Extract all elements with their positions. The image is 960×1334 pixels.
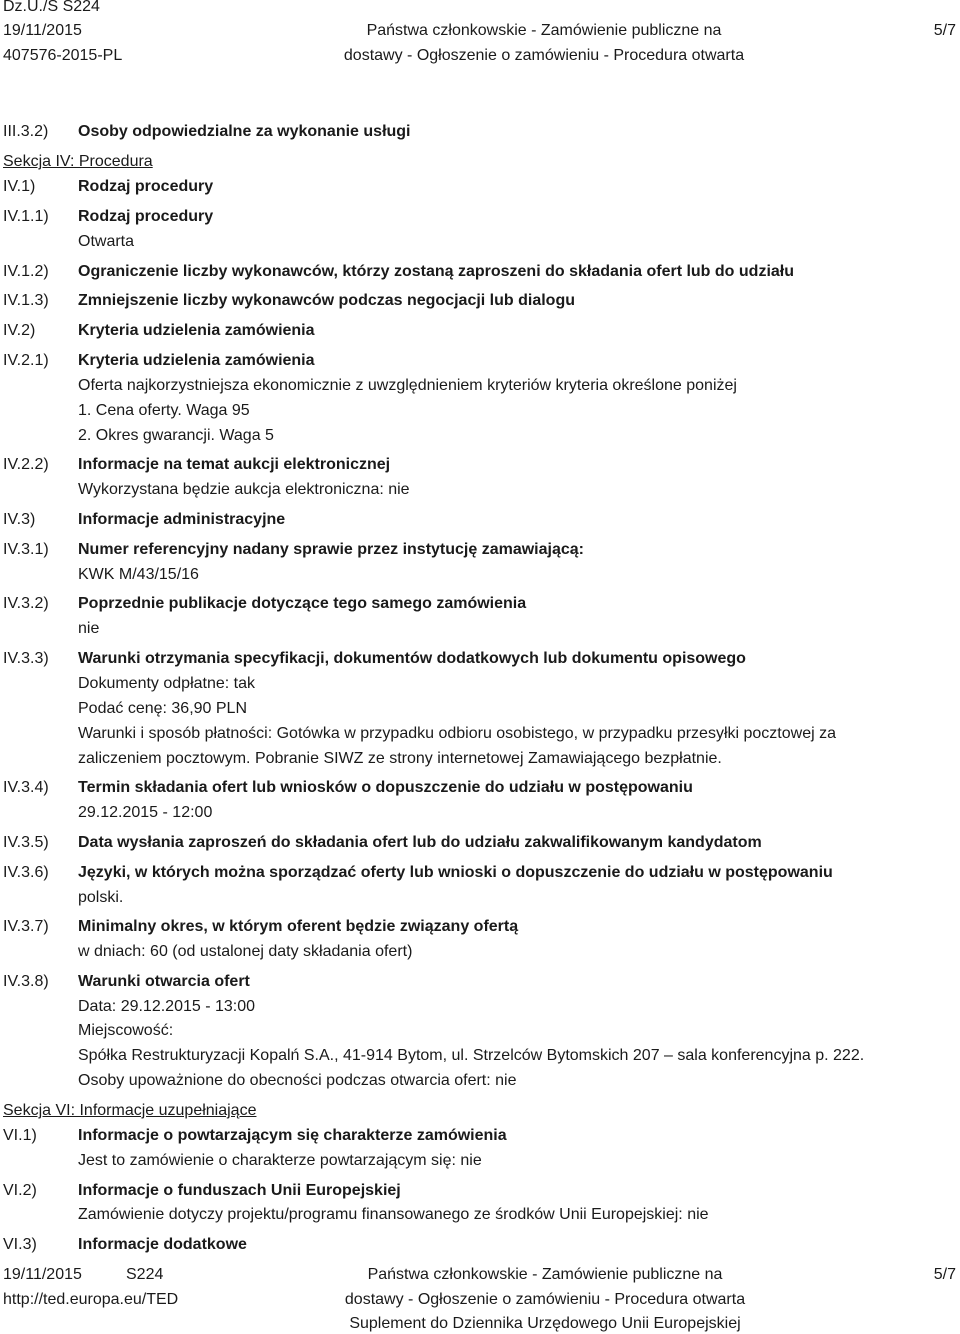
- opening-place: Spółka Restrukturyzacji Kopalń S.A., 41-914 Bytom, ul. Strzelców Bytomskich 207 – sala konferencyjna p. 222.: [78, 1047, 865, 1064]
- footer-date: 19/11/2015: [3, 1266, 82, 1283]
- section-heading: Informacje o powtarzającym się charakterze zamówienia: [78, 1127, 507, 1144]
- opening-place-label: Miejscowość:: [78, 1022, 174, 1039]
- section-heading: Kryteria udzielenia zamówienia: [78, 352, 315, 369]
- section-value: Otwarta: [78, 233, 135, 250]
- section-heading: Ograniczenie liczby wykonawców, którzy zostaną zaproszeni do składania ofert lub do udziału: [78, 263, 794, 280]
- footer-url[interactable]: http://ted.europa.eu/TED: [3, 1291, 179, 1308]
- section-heading: Warunki otrzymania specyfikacji, dokumentów dodatkowych lub dokumentu opisowego: [78, 650, 746, 667]
- section-value: Zamówienie dotyczy projektu/programu finansowanego ze środków Unii Europejskiej: nie: [78, 1206, 709, 1223]
- section-number: IV.3.6): [3, 864, 49, 881]
- section-number: IV.3.7): [3, 918, 49, 935]
- criteria-description: Oferta najkorzystniejsza ekonomicznie z uwzględnieniem kryteriów kryteria określone poniżej: [78, 377, 737, 394]
- section-number: IV.2.2): [3, 456, 49, 473]
- section-heading: Minimalny okres, w którym oferent będzie związany ofertą: [78, 918, 519, 935]
- section-value: Jest to zamówienie o charakterze powtarzającym się: nie: [78, 1152, 482, 1169]
- section-value: polski.: [78, 889, 124, 906]
- section-heading: Informacje na temat aukcji elektronicznej: [78, 456, 391, 473]
- section-number: VI.1): [3, 1127, 37, 1144]
- section-heading: Data wysłania zaproszeń do składania ofert lub do udziału zakwalifikowanym kandydatom: [78, 834, 762, 851]
- section-heading: Zmniejszenie liczby wykonawców podczas negocjacji lub dialogu: [78, 292, 575, 309]
- section-heading: Rodzaj procedury: [78, 178, 214, 195]
- section-number: IV.1.2): [3, 263, 49, 280]
- section-number: VI.3): [3, 1236, 37, 1253]
- section-heading: Informacje dodatkowe: [78, 1236, 247, 1253]
- section-number: IV.3): [3, 511, 36, 528]
- section-heading: Rodzaj procedury: [78, 208, 214, 225]
- criterion-warranty: 2. Okres gwarancji. Waga 5: [78, 427, 274, 444]
- opening-date: Data: 29.12.2015 - 13:00: [78, 998, 256, 1015]
- payment-terms-line1: Warunki i sposób płatności: Gotówka w przypadku odbioru osobistego, w przypadku przesyłki pocztowej za: [78, 725, 836, 742]
- notice-number: 407576-2015-PL: [3, 47, 123, 64]
- section-number: IV.3.8): [3, 973, 49, 990]
- page-number: 5/7: [933, 22, 956, 39]
- footer-title-line1: Państwa członkowskie - Zamówienie publiczne na: [367, 1266, 723, 1283]
- section-title: Sekcja IV: Procedura: [3, 153, 153, 170]
- section-heading: Kryteria udzielenia zamówienia: [78, 322, 315, 339]
- section-number: IV.2.1): [3, 352, 49, 369]
- reference-number: KWK M/43/15/16: [78, 566, 199, 583]
- section-number: IV.3.5): [3, 834, 49, 851]
- section-number: III.3.2): [3, 123, 49, 140]
- footer-title-line3: Suplement do Dziennika Urzędowego Unii Europejskiej: [349, 1315, 741, 1332]
- section-number: IV.3.4): [3, 779, 49, 796]
- section-value: nie: [78, 620, 100, 637]
- journal-reference: Dz.U./S S224: [3, 0, 100, 15]
- section-number: IV.1): [3, 178, 36, 195]
- section-number: IV.2): [3, 322, 36, 339]
- section-title: Sekcja VI: Informacje uzupełniające: [3, 1102, 257, 1119]
- section-heading: Warunki otwarcia ofert: [78, 973, 250, 990]
- section-number: IV.3.3): [3, 650, 49, 667]
- section-heading: Informacje administracyjne: [78, 511, 286, 528]
- header-title-line1: Państwa członkowskie - Zamówienie publiczne na: [366, 22, 722, 39]
- section-number: IV.1.3): [3, 292, 49, 309]
- documents-price: Podać cenę: 36,90 PLN: [78, 700, 248, 717]
- section-heading: Poprzednie publikacje dotyczące tego samego zamówienia: [78, 595, 527, 612]
- section-heading: Języki, w których można sporządzać oferty lub wnioski o dopuszczenie do udziału w postępowaniu: [78, 864, 833, 881]
- footer-page-number: 5/7: [933, 1266, 956, 1283]
- section-number: IV.3.1): [3, 541, 49, 558]
- publication-date: 19/11/2015: [3, 22, 82, 39]
- section-number: IV.3.2): [3, 595, 49, 612]
- documents-paid: Dokumenty odpłatne: tak: [78, 675, 255, 692]
- section-value: w dniach: 60 (od ustalonej daty składania ofert): [78, 943, 413, 960]
- footer-title-line2: dostawy - Ogłoszenie o zamówieniu - Procedura otwarta: [344, 1291, 746, 1308]
- section-heading: Informacje o funduszach Unii Europejskiej: [78, 1182, 401, 1199]
- section-number: IV.1.1): [3, 208, 49, 225]
- header-title-line2: dostawy - Ogłoszenie o zamówieniu - Procedura otwarta: [343, 47, 745, 64]
- criterion-price: 1. Cena oferty. Waga 95: [78, 402, 250, 419]
- section-value: Wykorzystana będzie aukcja elektroniczna: nie: [78, 481, 410, 498]
- section-heading: Osoby odpowiedzialne za wykonanie usługi: [78, 123, 411, 140]
- section-heading: Termin składania ofert lub wniosków o dopuszczenie do udziału w postępowaniu: [78, 779, 693, 796]
- section-heading: Numer referencyjny nadany sprawie przez instytucję zamawiającą:: [78, 541, 584, 558]
- deadline-value: 29.12.2015 - 12:00: [78, 804, 213, 821]
- opening-attendance: Osoby upoważnione do obecności podczas otwarcia ofert: nie: [78, 1072, 517, 1089]
- payment-terms-line2: zaliczeniem pocztowym. Pobranie SIWZ ze strony internetowej Zamawiającego bezpłatnie.: [78, 750, 722, 767]
- footer-code: S224: [126, 1266, 164, 1283]
- section-number: VI.2): [3, 1182, 37, 1199]
